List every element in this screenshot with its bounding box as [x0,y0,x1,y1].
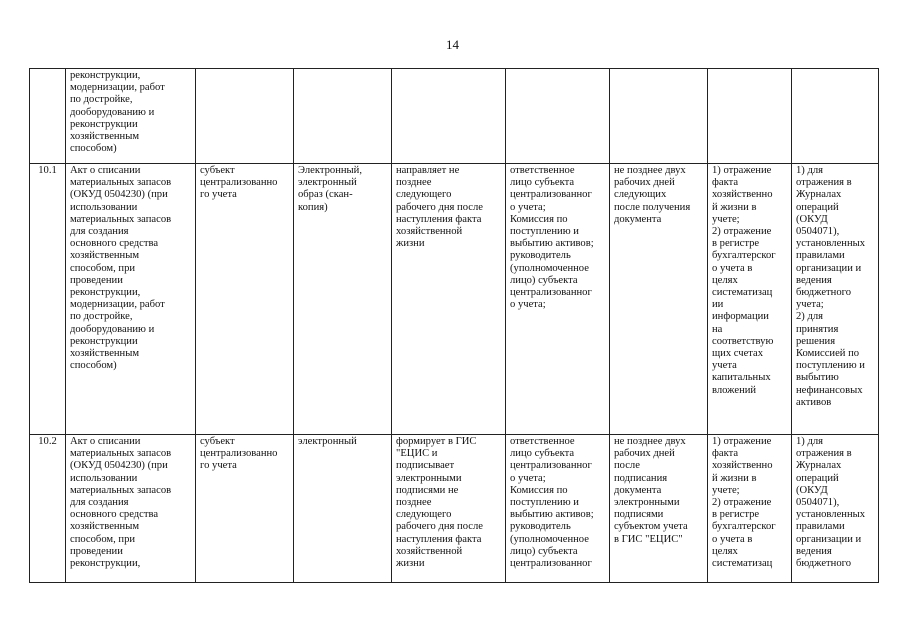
deadline-cell: направляет не позднее следующего рабочего дня после наступления факта хозяйственной жизни [392,164,506,435]
purpose-cell [792,69,879,164]
format-cell [294,69,392,164]
format-cell: Электронный, электронный образ (скан- копия) [294,164,392,435]
document-name-cell: реконструкции, модернизации, работ по достройке, дооборудованию и реконструкции хозяйственным способом) [66,69,196,164]
table-row [30,435,879,583]
subject-cell: субъект централизованно го учета [196,435,294,583]
deadline-cell [392,69,506,164]
row-number: 10.2 [30,435,66,583]
responsible-cell [506,69,610,164]
document-name-cell: Акт о списании материальных запасов (ОКУД 0504230) (при использовании материальных запасов для создания основного средства хозяйственным способом, при проведении реконструкции, модернизации, работ по достройке, дооборудованию и реконструкции хозяйственным способом) [66,164,196,435]
purpose-cell: 1) для отражения в Журналах операций (ОКУД 0504071), установленных правилами организации и ведения бюджетного учета; 2) для принятия решения Комиссией по поступлению и выбытию нефинансовых активов [792,164,879,435]
subject-cell: субъект централизованно го учета [196,164,294,435]
table-row [30,164,879,435]
reflection-cell [708,69,792,164]
deadline-cell: формирует в ГИС "ЕЦИС и подписывает электронными подписями не позднее следующего рабочего дня после наступления факта хозяйственной жизни [392,435,506,583]
page-number: 14 [446,37,459,52]
document-name-cell: Акт о списании материальных запасов (ОКУД 0504230) (при использовании материальных запасов для создания основного средства хозяйственным способом, при проведении реконструкции, [66,435,196,583]
row-number: 10.1 [30,164,66,435]
receipt-cell: не позднее двух рабочих дней следующих после получения документа [610,164,708,435]
receipt-cell [610,69,708,164]
format-cell: электронный [294,435,392,583]
subject-cell [196,69,294,164]
reflection-cell: 1) отражение факта хозяйственно й жизни в учете; 2) отражение в регистре бухгалтерског о учета в целях систематизац [708,435,792,583]
table-row [30,69,879,164]
responsible-cell: ответственное лицо субъекта централизованног о учета; Комиссия по поступлению и выбытию активов; руководитель (уполномоченное лицо) субъекта централизованног о учета; [506,164,610,435]
responsible-cell: ответственное лицо субъекта централизованног о учета; Комиссия по поступлению и выбытию активов; руководитель (уполномоченное лицо) субъекта централизованног [506,435,610,583]
purpose-cell: 1) для отражения в Журналах операций (ОКУД 0504071), установленных правилами организации и ведения бюджетного [792,435,879,583]
receipt-cell: не позднее двух рабочих дней после подписания документа электронными подписями субъектом учета в ГИС "ЕЦИС" [610,435,708,583]
document-table [29,68,879,583]
reflection-cell: 1) отражение факта хозяйственно й жизни в учете; 2) отражение в регистре бухгалтерског о учета в целях систематизац ии информации на соответствую щих счетах учета капитальных вложений [708,164,792,435]
row-number [30,69,66,164]
